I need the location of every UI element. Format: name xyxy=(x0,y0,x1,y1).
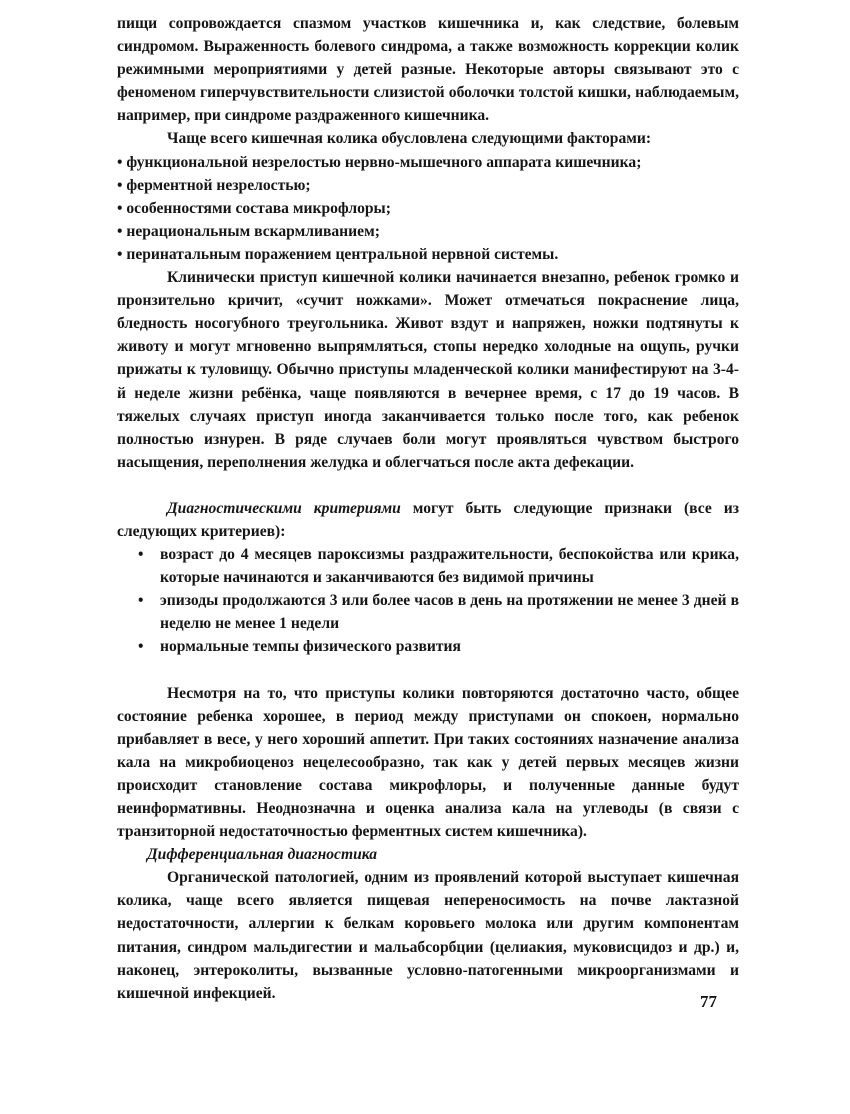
criteria-text: эпизоды продолжаются 3 или более часов в день на протяжении не менее 3 дней в неделю не менее 1 недели xyxy=(160,592,739,633)
page-number: 77 xyxy=(700,992,717,1011)
paragraph-clinical: Клинически приступ кишечной колики начинается внезапно, ребенок громко и пронзительно кричит, «сучит ножками». Может отмечаться покраснение лица, бледность носогубного треугольника. Живот вздут и напряжен, ножки подтянуты к животу и могут мгновенно выпрямляться, стопы нередко холодные на ощупь, ручки прижаты к туловищу. Обычно приступы младенческой колики манифестируют на 3-4-й неделе жизни ребёнка, чаще появляются в вечернее время, с 17 до 19 часов. В тяжелых случаях приступ иногда заканчивается только после того, как ребенок полностью изнурен. В ряде случаев боли могут проявляться чувством быстрого насыщения, переполнения желудка и облегчаться после акта дефекации. xyxy=(117,269,739,471)
bullet-glyph: • xyxy=(138,592,144,610)
criteria-list xyxy=(117,543,739,658)
criteria-item xyxy=(138,589,739,635)
paragraph-differential: Органической патологией, одним из проявлений которой выступает кишечная колика, чаще всего является пищевая непереносимость на почве лактазной недостаточности, аллергии к белкам коровьего молока или другим компонентам питания, синдром мальдигестии и мальабсорбции (целиакия, муковисцидоз и др.) и, наконец, энтероколиты, вызванные условно-патогенными микроорганизмами и кишечной инфекцией. xyxy=(117,869,739,1002)
paragraph-factors-lead: Чаще всего кишечная колика обусловлена следующими факторами: xyxy=(167,130,652,148)
page-body xyxy=(117,12,739,1005)
criteria-lead-italic: Диагностическими критериями xyxy=(167,499,401,517)
bullet-glyph: • xyxy=(138,546,144,564)
bullet-glyph: • xyxy=(138,638,144,656)
paragraph-intro: пищи сопровождается спазмом участков кишечника и, как следствие, болевым синдромом. Выраженность болевого синдрома, а также возможность коррекции колик режимными мероприятиями у детей разные. Некоторые авторы связывают это с феноменом гиперчувствительности слизистой оболочки толстой кишки, наблюдаемым, например, при синдроме раздраженного кишечника. xyxy=(117,15,739,125)
factor-item: • особенностями состава микрофлоры; xyxy=(117,199,391,217)
criteria-text: возраст до 4 месяцев пароксизмы раздражительности, беспокойства или крика, которые начинаются и заканчиваются без видимой причины xyxy=(160,546,739,587)
factor-item: • функциональной незрелостью нервно-мышечного аппарата кишечника; xyxy=(117,153,642,171)
factor-item: • ферментной незрелостью; xyxy=(117,176,311,194)
criteria-text: нормальные темпы физического развития xyxy=(160,638,461,656)
factor-item: • нерациональным вскармливанием; xyxy=(117,222,380,240)
spacer xyxy=(117,659,739,682)
factors-list xyxy=(117,151,739,266)
paragraph-criteria-lead xyxy=(117,497,739,543)
criteria-item xyxy=(138,543,739,589)
factor-item: • перинатальным поражением центральной нервной системы. xyxy=(117,245,559,263)
criteria-item xyxy=(138,635,739,658)
section-subheading: Дифференциальная диагностика xyxy=(147,846,378,864)
spacer xyxy=(117,474,739,497)
criteria-lead-rest: могут быть следующие признаки (все из следующих критериев): xyxy=(117,499,739,540)
paragraph-general-state: Несмотря на то, что приступы колики повторяются достаточно часто, общее состояние ребенка хорошее, в период между приступами он спокоен, нормально прибавляет в весе, у него хороший аппетит. При таких состояниях назначение анализа кала на микробиоценоз нецелесообразно, так как у детей первых месяцев жизни происходит становление состава микрофлоры, и полученные данные будут неинформативны. Неоднозначна и оценка анализа кала на углеводы (в связи с транзиторной недостаточностью ферментных систем кишечника). xyxy=(117,684,739,841)
